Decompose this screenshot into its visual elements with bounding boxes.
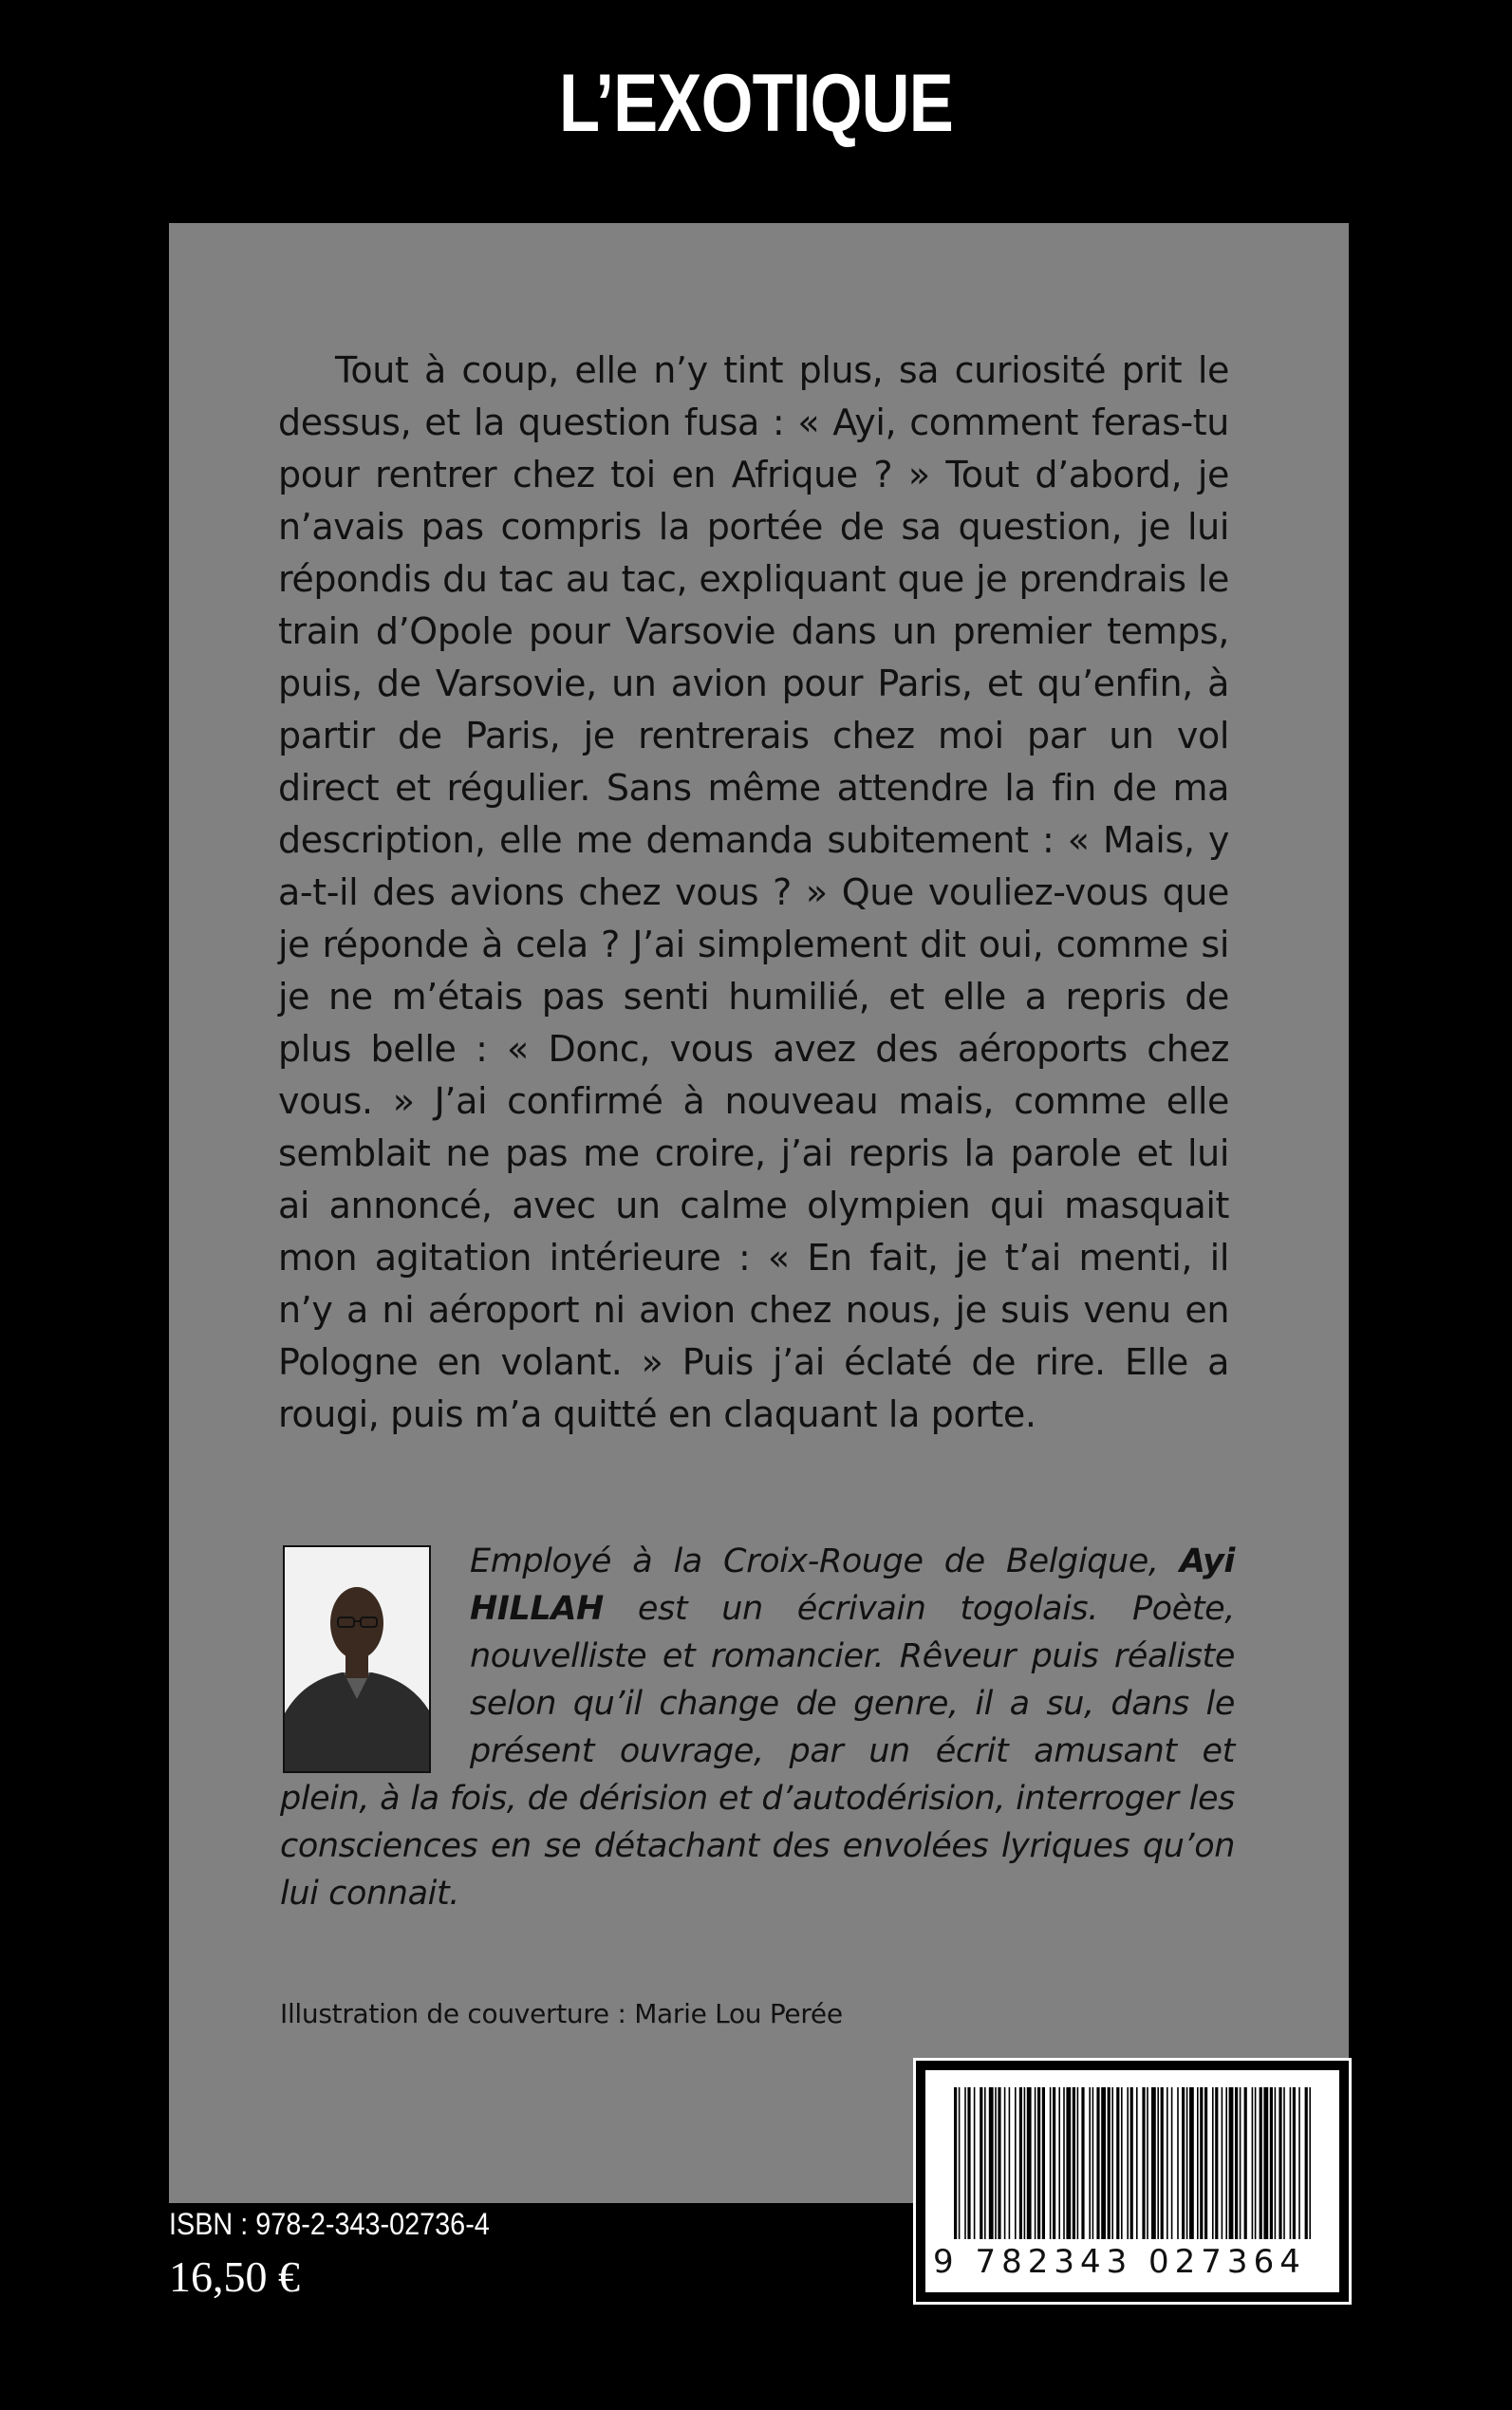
barcode-bar — [998, 2087, 1000, 2239]
barcode-bar — [1024, 2087, 1026, 2239]
illustration-credit: Illustration de couverture : Marie Lou Perée — [280, 1998, 843, 2029]
barcode-bar — [1089, 2087, 1091, 2239]
back-cover-panel — [169, 223, 1349, 2203]
barcode-bar — [1111, 2087, 1113, 2239]
barcode-bar — [1244, 2087, 1247, 2239]
barcode-bar — [1279, 2087, 1281, 2239]
photo-spacer — [280, 1538, 470, 1773]
barcode-bar — [1027, 2087, 1032, 2239]
price-label: 16,50 € — [169, 2252, 300, 2301]
barcode-bar — [1073, 2087, 1075, 2239]
barcode-bar — [1177, 2087, 1179, 2239]
barcode-bar — [1050, 2087, 1052, 2239]
barcode-bar — [1275, 2087, 1277, 2239]
barcode-bar — [1270, 2087, 1273, 2239]
barcode-bar — [1142, 2087, 1145, 2239]
barcode-bar — [1004, 2087, 1006, 2239]
barcode-bar — [1081, 2087, 1084, 2239]
barcode-bar — [1121, 2087, 1123, 2239]
barcode-bar — [1092, 2087, 1094, 2239]
barcode-bar — [1309, 2087, 1311, 2239]
barcode-bar — [1019, 2087, 1022, 2239]
barcode-bar — [1147, 2087, 1148, 2239]
barcode-bars — [954, 2087, 1315, 2239]
barcode-bar — [1186, 2087, 1188, 2239]
barcode-bar — [1252, 2087, 1254, 2239]
isbn-label: ISBN : 978-2-343-02736-4 — [169, 2207, 490, 2241]
barcode-bar — [1009, 2087, 1011, 2239]
bio-intro: Employé à la Croix-Rouge de Belgique, — [470, 1542, 1180, 1580]
barcode-bar — [1225, 2087, 1227, 2239]
barcode-bar — [1127, 2087, 1129, 2239]
barcode-bar — [967, 2087, 970, 2239]
barcode-bar — [980, 2087, 982, 2239]
barcode-bar — [1077, 2087, 1079, 2239]
barcode-bar — [1157, 2087, 1159, 2239]
barcode-bar — [1167, 2087, 1168, 2239]
bio-body: est un écrivain togolais. Poète, nouvelliste et romancier. Rêveur puis réaliste selon qu’il change de genre, il a su, dans le présent ouvrage, par un écrit amusant et plein, à la fois, de dérision et d’autodérision, interroger les consciences en se détachant des envolées lyriques qu’on lui connait. — [280, 1590, 1235, 1913]
barcode-bar — [1053, 2087, 1055, 2239]
barcode-label — [925, 2070, 1339, 2292]
barcode-bar — [974, 2087, 976, 2239]
barcode-bar — [1260, 2087, 1262, 2239]
barcode-bar — [1116, 2087, 1119, 2239]
barcode-bar — [1096, 2087, 1099, 2239]
barcode-bar — [1240, 2087, 1241, 2239]
barcode-bar — [1189, 2087, 1194, 2239]
author-bio — [280, 1538, 1235, 1917]
barcode-bar — [1298, 2087, 1300, 2239]
barcode-bar — [1182, 2087, 1185, 2239]
barcode-bar — [1293, 2087, 1296, 2239]
barcode-bar — [1037, 2087, 1040, 2239]
book-excerpt: Tout à coup, elle n’y tint plus, sa curiosité prit le dessus, et la question fusa : « Ayi, comment feras-tu pour rentrer chez toi en Afrique ? » Tout d’abord, je n’avais pas compris la portée de sa question, je lui répondis du tac au tac, expliquant que je prendrais le train d’Opole pour Varsovie dans un premier temps, puis, de Varsovie, un avion pour Paris, et qu’enfin, à partir de Paris, je rentrerais chez moi par un vol direct et régulier. Sans même attendre la fin de ma description, elle me demanda subitement : « Mais, y a-t-il des avions chez vous ? » Que vouliez-vous que je réponde à cela ? J’ai simplement dit oui, comme si je ne m’étais pas senti humilié, et elle a repris de plus belle : « Donc, vous avez des aéroports chez vous. » J’ai confirmé à nouveau mais, comme elle semblait ne pas me croire, j’ai repris la parole et lui ai annoncé, avec un calme olympien qui masquait mon agitation intérieure : « En fait, je t’ai menti, il n’y a ni aéroport ni avion chez nous, je suis venu en Pologne en volant. » Puis j’ai éclaté de rire. Elle a rougi, puis m’a quitté en claquant la porte. — [278, 349, 1229, 1435]
barcode-bar — [1290, 2087, 1292, 2239]
barcode-bar — [1204, 2087, 1207, 2239]
barcode-digits: 9 782343 027364 — [933, 2243, 1306, 2281]
barcode-bar — [1063, 2087, 1065, 2239]
barcode-bar — [959, 2087, 961, 2239]
barcode-bar — [964, 2087, 966, 2239]
barcode-bar — [1161, 2087, 1164, 2239]
barcode-bar — [989, 2087, 994, 2239]
barcode-bar — [1197, 2087, 1199, 2239]
barcode-bar — [1108, 2087, 1111, 2239]
barcode-bar — [1101, 2087, 1106, 2239]
barcode-bar — [954, 2087, 957, 2239]
barcode-bar — [1136, 2087, 1138, 2239]
barcode-bar — [1066, 2087, 1071, 2239]
author-name: Ayi HILLAH — [470, 1542, 1235, 1628]
barcode-bar — [1235, 2087, 1238, 2239]
barcode-bar — [1229, 2087, 1234, 2239]
barcode-bar — [995, 2087, 997, 2239]
barcode-bar — [1130, 2087, 1133, 2239]
barcode-bar — [1171, 2087, 1173, 2239]
barcode-bar — [1151, 2087, 1156, 2239]
barcode-bar — [1263, 2087, 1268, 2239]
barcode-bar — [1058, 2087, 1060, 2239]
barcode — [913, 2058, 1352, 2305]
barcode-bar — [1222, 2087, 1223, 2239]
barcode-bar — [1200, 2087, 1203, 2239]
barcode-bar — [1305, 2087, 1308, 2239]
barcode-bar — [1283, 2087, 1285, 2239]
barcode-bar — [1212, 2087, 1214, 2239]
barcode-bar — [1255, 2087, 1257, 2239]
book-title: L’EXOTIQUE — [559, 58, 953, 149]
barcode-bar — [1215, 2087, 1218, 2239]
barcode-bar — [1015, 2087, 1017, 2239]
barcode-bar — [1042, 2087, 1045, 2239]
barcode-bar — [1035, 2087, 1036, 2239]
barcode-bar — [984, 2087, 986, 2239]
